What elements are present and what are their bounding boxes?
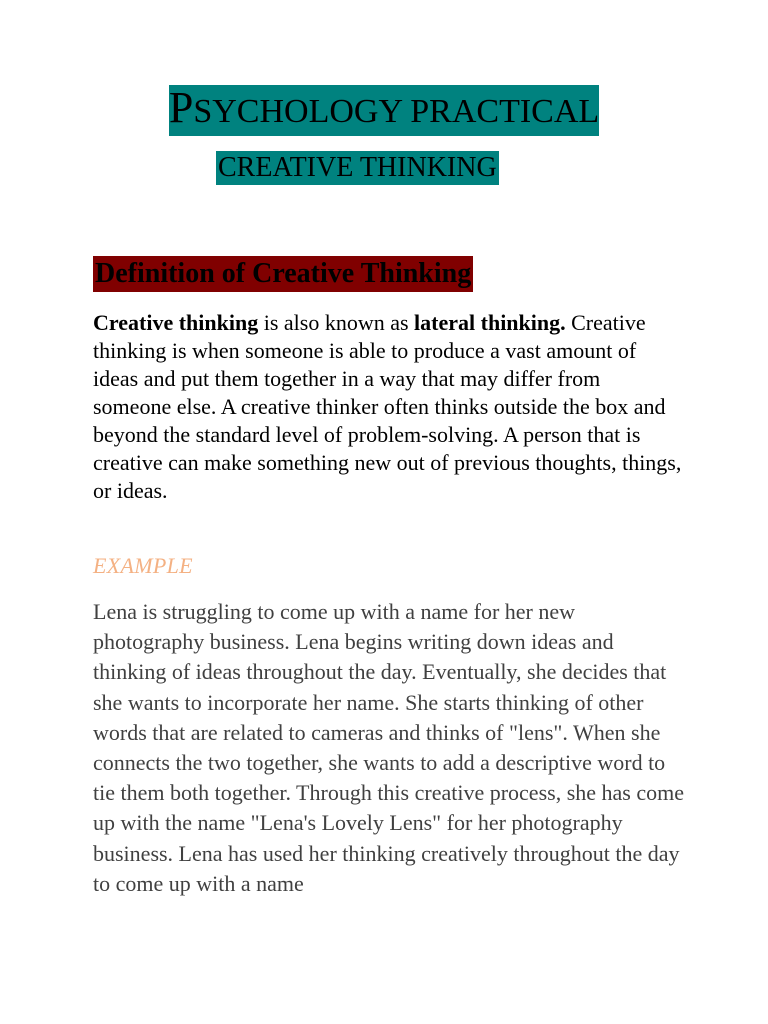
definition-paragraph bbox=[93, 309, 683, 505]
section-heading-definition: Definition of Creative Thinking bbox=[93, 256, 473, 292]
example-paragraph: Lena is struggling to come up with a name for her new photography business. Lena begins writing down ideas and thinking of ideas throughout the day. Eventually, she decides that she wants to incorporate her name. She starts thinking of other words that are related to cameras and thinks of "lens". When she connects the two together, she wants to add a descriptive word to tie them both together. Through this creative process, she has come up with the name "Lena's Lovely Lens" for her photography business. Lena has used her thinking creatively throughout the day to come up with a name bbox=[93, 599, 684, 896]
definition-text-2: Creative thinking is when someone is able to produce a vast amount of ideas and put them together in a way that may differ from someone else. A creative thinker often thinks outside the box and beyond the standard level of problem-solving. A person that is creative can make something new out of previous thoughts, things, or ideas. bbox=[93, 310, 682, 503]
title-rest: SYCHOLOGY PRACTICAL bbox=[193, 93, 600, 130]
term-lateral-thinking: lateral thinking. bbox=[414, 310, 566, 335]
definition-text-1: is also known as bbox=[258, 310, 415, 335]
subtitle-container bbox=[216, 151, 499, 185]
example-label: EXAMPLE bbox=[93, 553, 193, 578]
term-creative-thinking: Creative thinking bbox=[93, 310, 259, 335]
title-container bbox=[0, 83, 768, 132]
document-subtitle: CREATIVE THINKING bbox=[218, 152, 497, 183]
document-title bbox=[168, 83, 600, 132]
title-first-letter: P bbox=[168, 83, 194, 132]
